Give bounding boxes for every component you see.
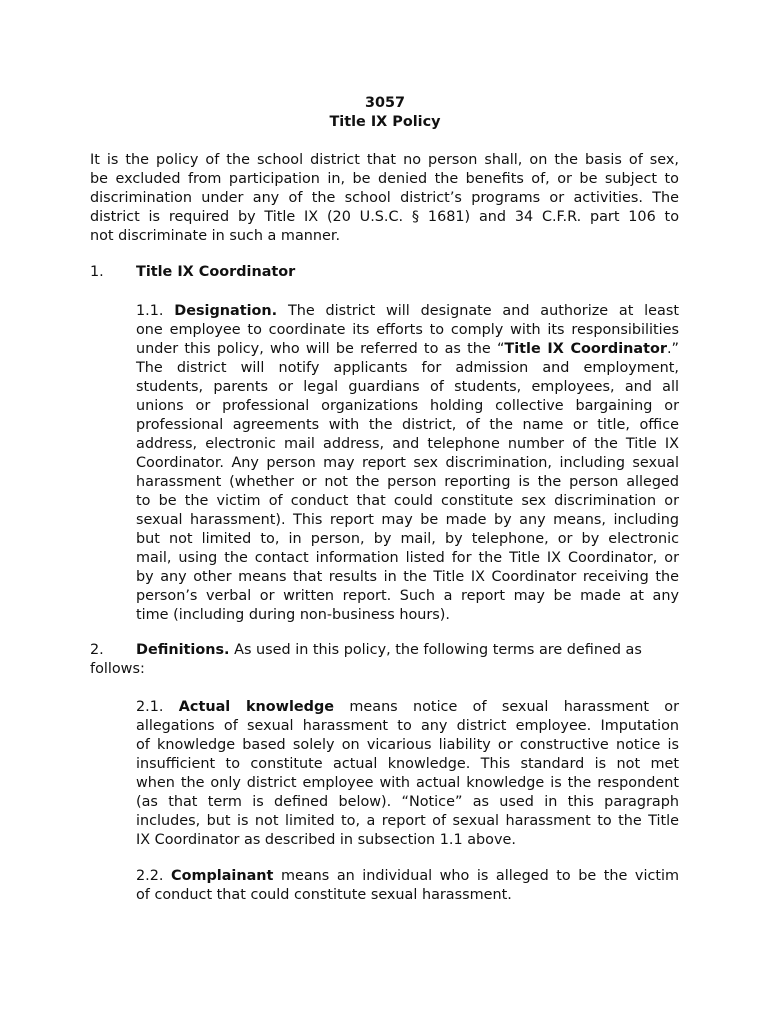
subsection-line: (as that term is defined below). “Notice” as used in this paragraph [136,794,679,810]
subsection-line: includes, but is not limited to, a report of sexual harassment to the Title [136,813,679,829]
subsection-text: .” [666,341,679,357]
subsection-line: when the only district employee with actual knowledge is the respondent [136,775,679,791]
intro-line: be excluded from participation in, be denied the benefits of, or be subject to [90,171,679,187]
subsection-line: sexual harassment). This report may be made by any means, including [136,512,679,528]
subsection-line: one employee to coordinate its efforts to comply with its responsibilities [136,322,679,338]
defined-term: Complainant [171,868,274,884]
subsection-line: time (including during non-business hours). [136,607,450,623]
subsection-1-1-first-line [136,302,679,321]
subsection-line: by any other means that results in the Title IX Coordinator receiving the [136,569,679,585]
section-2-line: follows: [90,661,145,677]
subsection-line: insufficient to constitute actual knowledge. This standard is not met [136,756,679,772]
subsection-text: under this policy, who will be referred to as the “ [136,341,505,357]
subsection-number: 2.1. [136,699,164,715]
subsection-1-1 [136,302,679,625]
subsection-line: allegations of sexual harassment to any district employee. Imputation [136,718,679,734]
section-2-first-line [90,641,679,660]
subsection-line: person’s verbal or written report. Such a report may be made at any [136,588,679,604]
section-2-intro [90,641,679,679]
section-2-heading: Definitions. [136,642,230,658]
section-2-text: As used in this policy, the following terms are defined as [234,642,642,658]
intro-line: district is required by Title IX (20 U.S.C. § 1681) and 34 C.F.R. part 106 to [90,209,679,225]
subsection-number: 1.1. [136,303,164,319]
subsection-line [136,340,679,359]
subsection-heading: Designation. [174,303,278,319]
section-2-number: 2. [90,642,104,658]
subsection-2-2 [136,867,679,905]
intro-line: It is the policy of the school district that no person shall, on the basis of sex, [90,152,679,168]
subsection-line: of knowledge based solely on vicarious liability or constructive notice is [136,737,679,753]
intro-line: discrimination under any of the school district’s programs or activities. The [90,190,679,206]
subsection-text: means notice of sexual harassment or [349,699,680,715]
subsection-line: unions or professional organizations holding collective bargaining or [136,398,679,414]
section-1-heading: Title IX Coordinator [136,264,296,280]
subsection-line: address, electronic mail address, and telephone number of the Title IX [136,436,679,452]
subsection-2-1-first-line [136,698,679,717]
subsection-text: means an individual who is alleged to be the victim [280,868,680,884]
subsection-line: to be the victim of conduct that could constitute sex discrimination or [136,493,679,509]
subsection-line: professional agreements with the district, of the name or title, office [136,417,679,433]
subsection-line: IX Coordinator as described in subsection 1.1 above. [136,832,516,848]
subsection-number: 2.2. [136,868,164,884]
subsection-2-1 [136,698,679,850]
subsection-line: but not limited to, in person, by mail, by telephone, or by electronic [136,531,679,547]
intro-paragraph [90,151,679,246]
subsection-line: Coordinator. Any person may report sex discrimination, including sexual [136,455,679,471]
policy-number: 3057 [364,95,406,111]
subsection-line: The district will notify applicants for admission and employment, [136,360,679,376]
subsection-2-2-first-line [136,867,679,886]
subsection-line: of conduct that could constitute sexual harassment. [136,887,512,903]
intro-line: not discriminate in such a manner. [90,228,341,244]
section-1-number: 1. [90,264,104,280]
subsection-line: harassment (whether or not the person reporting is the person alleged [136,474,679,490]
defined-term: Actual knowledge [178,699,335,715]
defined-term: Title IX Coordinator [504,341,667,357]
subsection-line: students, parents or legal guardians of students, employees, and all [136,379,679,395]
policy-title: Title IX Policy [329,114,441,130]
subsection-text: The district will designate and authorize at least [287,303,679,319]
subsection-line: mail, using the contact information listed for the Title IX Coordinator, or [136,550,679,566]
